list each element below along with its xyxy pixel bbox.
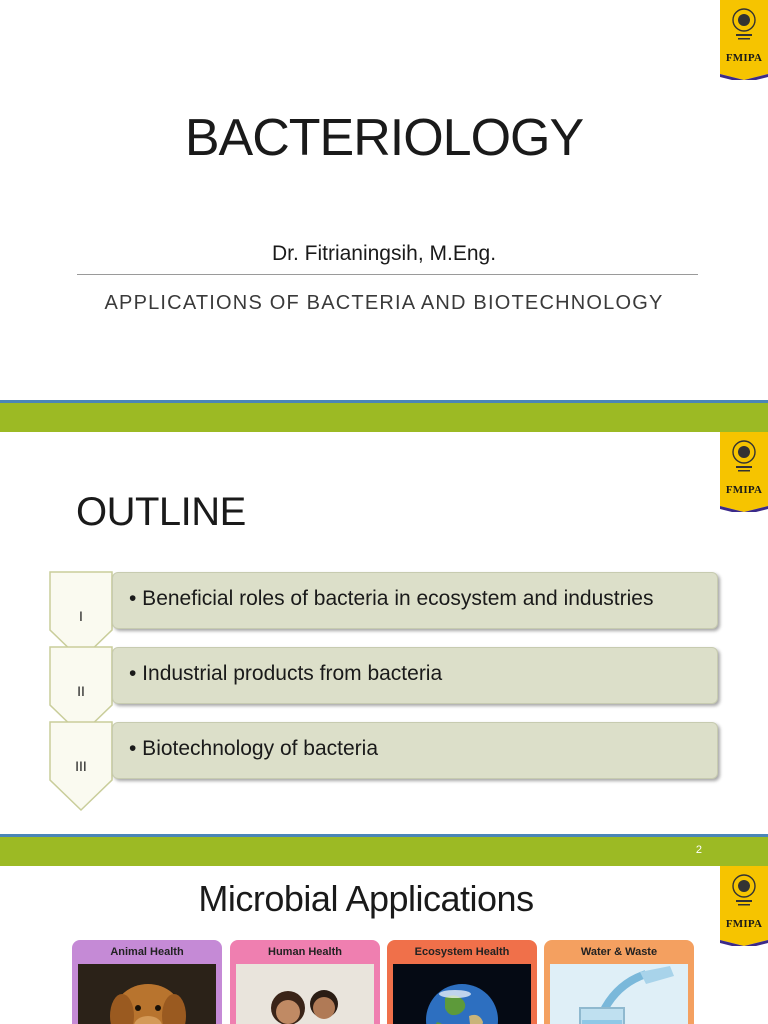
water-glass-photo <box>550 964 688 1024</box>
title-slide <box>0 0 768 402</box>
outline-item-box <box>112 572 718 629</box>
outline-item <box>48 720 728 810</box>
slide-separator-band <box>0 834 768 866</box>
outline-numeral: III <box>75 758 87 774</box>
card-label: Human Health <box>268 946 342 958</box>
slide-separator-band <box>0 400 768 432</box>
outline-item-text: • Biotechnology of bacteria <box>129 737 379 760</box>
fmipa-logo-badge <box>720 0 768 80</box>
earth-photo <box>393 964 531 1024</box>
fmipa-logo-text: FMIPA <box>725 918 763 930</box>
page-number: 2 <box>695 844 702 856</box>
fmipa-logo-text: FMIPA <box>725 484 763 496</box>
outline-title: OUTLINE <box>76 490 246 534</box>
card-label: Water & Waste <box>580 946 658 958</box>
card-animal-health <box>72 940 222 1024</box>
card-human-health <box>230 940 380 1024</box>
outline-slide <box>0 432 768 836</box>
fmipa-logo-text: FMIPA <box>725 52 763 64</box>
outline-item-text: • Beneficial roles of bacteria in ecosystem and industries <box>129 587 654 610</box>
outline-item-text: • Industrial products from bacteria <box>129 662 443 685</box>
presentation-subtitle: APPLICATIONS OF BACTERIA AND BIOTECHNOLOGY <box>104 292 664 314</box>
separator-blue-rule <box>0 400 768 403</box>
fmipa-logo-badge <box>720 432 768 512</box>
presentation-title: BACTERIOLOGY <box>184 109 584 167</box>
author-name: Dr. Fitrianingsih, M.Eng. <box>271 242 497 265</box>
people-photo <box>236 964 374 1024</box>
outline-numeral: I <box>79 608 83 624</box>
title-divider <box>77 274 698 275</box>
dog-photo <box>78 964 216 1024</box>
card-label: Ecosystem Health <box>414 946 510 958</box>
slide-title: Microbial Applications <box>198 878 534 919</box>
card-water-waste <box>544 940 694 1024</box>
outline-item-box <box>112 647 718 704</box>
separator-blue-rule <box>0 834 768 837</box>
microbial-applications-slide <box>0 866 768 1024</box>
outline-item-box <box>112 722 718 779</box>
card-label: Animal Health <box>110 946 184 958</box>
outline-numeral: II <box>77 683 85 699</box>
card-ecosystem-health <box>387 940 537 1024</box>
